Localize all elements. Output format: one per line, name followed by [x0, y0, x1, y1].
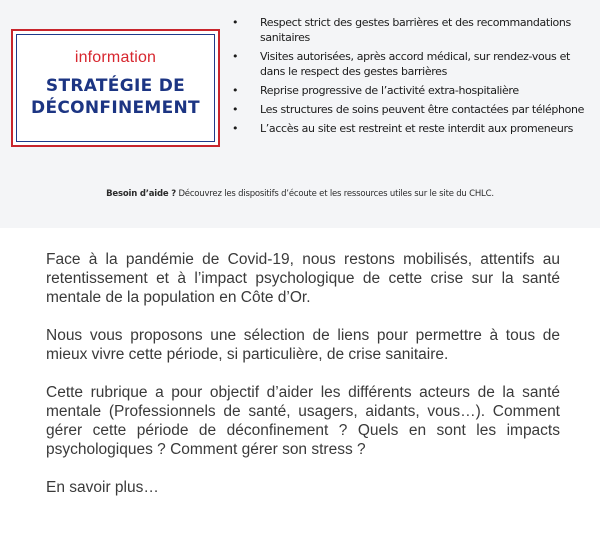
help-line: [0, 189, 600, 199]
article-paragraph: Cette rubrique a pour objectif d’aider les différents acteurs de la santé mentale (Professionnels de santé, usagers, aidants, vous…). Comment gérer cette période de déconfinement ? Quels en sont les impacts psychologiques ? Comment gérer son stress ?: [46, 384, 560, 458]
measure-item: [230, 49, 596, 79]
information-label: information: [74, 49, 157, 66]
measure-item: [230, 83, 596, 98]
measure-item: [230, 121, 596, 136]
help-bold: Besoin d’aide ?: [106, 189, 176, 199]
measure-text: Respect strict des gestes barrières et des recommandations sanitaires: [260, 16, 571, 44]
measure-text: Les structures de soins peuvent être contactées par téléphone: [260, 103, 585, 116]
measure-item: [230, 15, 596, 45]
help-text: Découvrez les dispositifs d’écoute et les ressources utiles sur le site du CHLC.: [175, 189, 494, 199]
bullet-icon: •: [232, 84, 239, 97]
bullet-icon: •: [232, 122, 239, 135]
strategy-title-line2: DÉCONFINEMENT: [31, 98, 200, 118]
article-paragraph: Nous vous proposons une sélection de liens pour permettre à tous de mieux vivre cette période, si particulière, de crise sanitaire.: [46, 327, 560, 363]
read-more-link[interactable]: En savoir plus…: [46, 479, 159, 496]
measure-text: L’accès au site est restreint et reste interdit aux promeneurs: [260, 122, 573, 135]
deconfinement-banner: [0, 0, 600, 228]
information-box: [11, 29, 220, 147]
measure-text: Reprise progressive de l’activité extra-hospitalière: [260, 84, 519, 97]
article-body: [46, 250, 560, 516]
strategy-title: [31, 75, 200, 119]
bullet-icon: •: [232, 103, 239, 116]
measure-item: [230, 102, 596, 117]
measure-text: Visites autorisées, après accord médical, sur rendez-vous et dans le respect des gestes barrières: [260, 50, 570, 78]
bullet-icon: •: [232, 50, 239, 63]
measures-list: [230, 15, 596, 140]
article-paragraph: Face à la pandémie de Covid-19, nous restons mobilisés, attentifs au retentissement et à l’impact psychologique de cette crise sur la santé mentale de la population en Côte d’Or.: [46, 251, 560, 306]
strategy-title-line1: STRATÉGIE DE: [45, 76, 186, 96]
bullet-icon: •: [232, 16, 239, 29]
information-box-inner: [16, 34, 215, 142]
